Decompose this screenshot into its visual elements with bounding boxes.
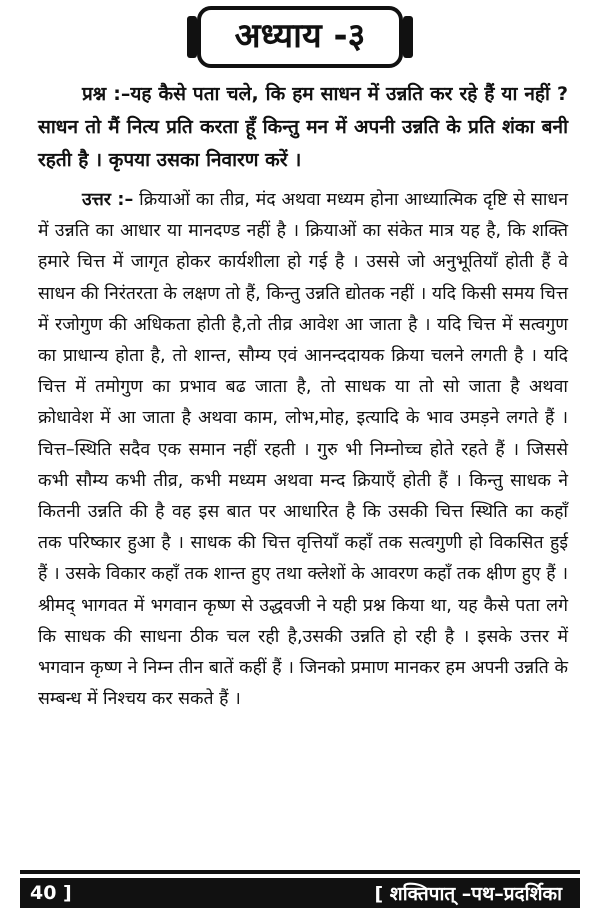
question-label: प्रश्न :–: [82, 83, 131, 105]
book-title: [ शक्तिपात् –पथ–प्रदर्शिका: [374, 883, 562, 905]
question-paragraph: [38, 78, 568, 177]
question-text: यह कैसे पता चले, कि हम साधन में उन्नति कर रहे हैं या नहीं ? साधन तो मैं नित्य प्रति करता हूँ किन्तु मन में अपनी उन्नति के प्रति शंका बनी रहती है । कृपया उसका निवारण करें ।: [38, 83, 568, 171]
page-number: 40 ]: [30, 882, 72, 904]
chapter-title: अध्याय -३: [197, 6, 404, 68]
chapter-heading: [0, 6, 600, 68]
footer-rule: [20, 870, 580, 874]
answer-paragraph: [38, 185, 568, 715]
page-footer: [0, 870, 600, 910]
answer-text: क्रियाओं का तीव्र, मंद अथवा मध्यम होना आध्यात्मिक दृष्टि से साधन में उन्नति का आधार या मानदण्ड नहीं है । क्रियाओं का संकेत मात्र यह है, कि शक्ति हमारे चित्त में जागृत होकर कार्यशीला हो गई है । उससे जो अनुभूतियाँ होती हैं वे साधन की निरंतरता के लक्षण तो हैं, किन्तु उन्नति द्योतक नहीं । यदि किसी समय चित्त में रजोगुण की अधिकता होती है,तो तीव्र आवेश आ जाता है । यदि चित्त में सत्वगुण का प्राधान्य होता है, तो शान्त, सौम्य एवं आनन्ददायक क्रिया चलने लगती है । यदि चित्त में तमोगुण का प्रभाव बढ जाता है, तो साधक या तो सो जाता है अथवा क्रोधावेश में आ जाता है अथवा काम, लोभ,मोह, इत्यादि के भाव उमड़ने लगते हैं । चित्त–स्थिति सदैव एक समान नहीं रहती । गुरु भी निम्नोच्च होते रहते हैं । जिससे कभी सौम्य कभी तीव्र, कभी मध्यम अथवा मन्द क्रियाएँ होती हैं । किन्तु साधक ने कितनी उन्नति की है वह इस बात पर आधारित है कि उसकी चित्त स्थिति का कहाँ तक परिष्कार हुआ है । साधक की चित्त वृत्तियाँ कहाँ तक सत्वगुणी हो विकसित हुई हैं । उसके विकार कहाँ तक शान्त हुए तथा क्लेशों के आवरण कहाँ तक क्षीण हुए हैं । श्रीमद् भागवत में भगवान कृष्ण से उद्धवजी ने यही प्रश्न किया था, यह कैसे पता लगे कि साधक की साधना ठीक चल रही है,उसकी उन्नति हो रही है । इसके उत्तर में भगवान कृष्ण ने निम्न तीन बातें कहीं हैं । जिनको प्रमाण मानकर हम अपनी उन्नति के सम्बन्ध में निश्चय कर सकते हैं ।: [38, 190, 568, 710]
footer-bar: [20, 878, 580, 908]
answer-label: उत्तर :–: [82, 190, 134, 210]
